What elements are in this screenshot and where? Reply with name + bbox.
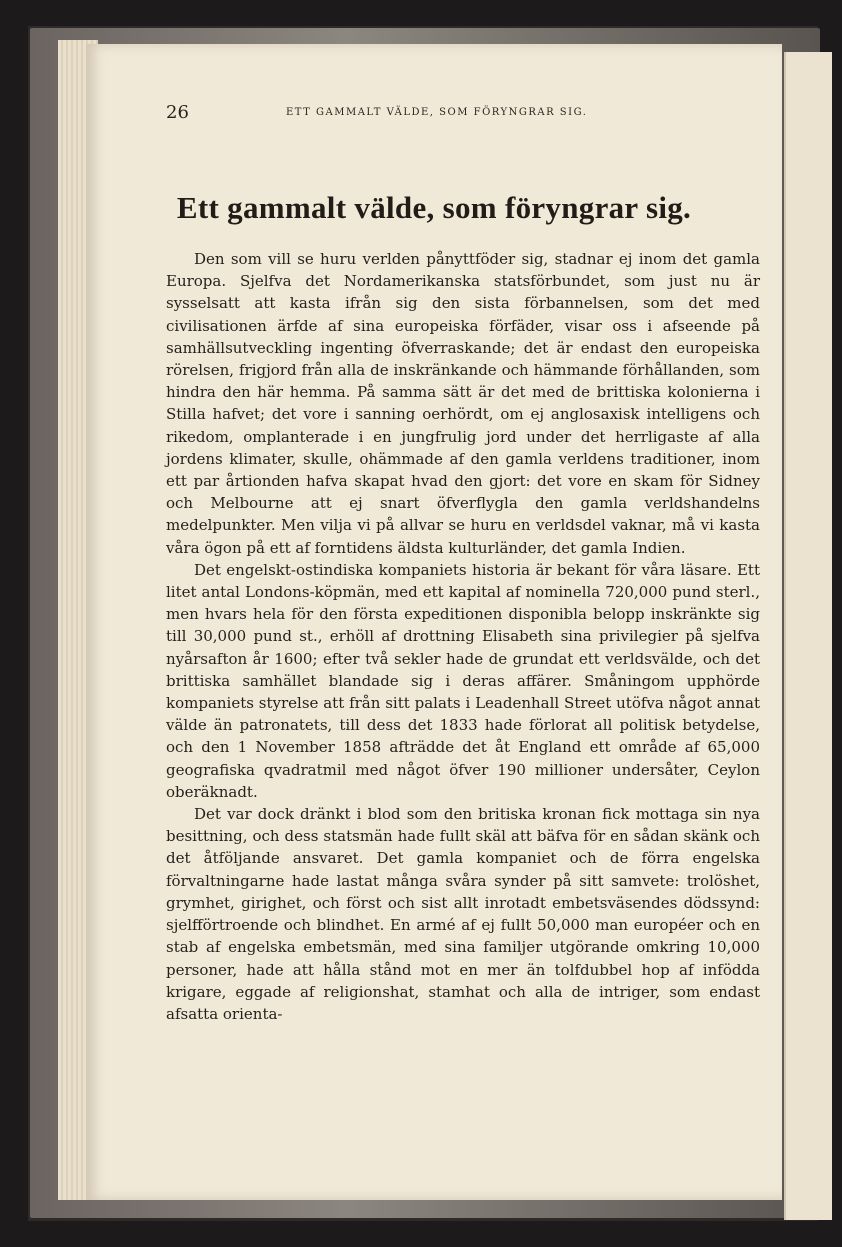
paragraph: Det var dock dränkt i blod som den britiska kronan fick mottaga sin nya besittning, och dess statsmän hade fullt skäl att bäfva för en sådan skänk och det åtföljande ansvaret. Det gamla kompaniet och de förra engelska förvaltningarne hade lastat många svåra synder på sitt samvete: trolöshet, grymhet, girighet, och först och sist allt inrotadt embetsväsendes dödssynd: sjelfförtroende och blindhet. En armé af ej fullt 50,000 man européer och en stab af engelska embetsmän, med sina familjer utgörande omkring 10,000 personer, hade att hålla stånd mot en mer än tolfdubbel hop af infödda krigare, eggade af religionshat, stamhat och alla de intriger, som endast afsatta orienta- bbox=[166, 805, 760, 1023]
paragraph: Det engelskt-ostindiska kompaniets historia är bekant för våra läsare. Ett litet antal Londons-köpmän, med ett kapital af nominella 720,000 pund sterl., men hvars hela för den första expeditionen disponibla belopp inskränkte sig till 30,000 pund st., erhöll af drottning Elisabeth sina privilegier på sjelfva nyårsafton år 1600; efter två sekler hade de grundat ett verldsvälde, och det brittiska samhället blandade sig i deras affärer. Småningom upphörde kompaniets styrelse att från sitt palats i Leadenhall Street utöfva något annat välde än patronatets, till dess det 1833 hade förlorat all politisk betydelse, och den 1 November 1858 afträdde det åt England ett område af 65,000 geografiska qvadratmil med något öfver 190 millioner undersåter, Ceylon oberäknadt. bbox=[166, 560, 760, 801]
paragraph: Den som vill se huru verlden pånyttföder sig, stadnar ej inom det gamla Europa. Sjelfva det Nordamerikanska statsförbundet, som just nu är sysselsatt att kasta ifrån sig den sista förbannelsen, som det med civilisationen ärfde af sina europeiska förfäder, visar oss i afseende på samhällsutveckling ingenting öfverraskande; det är endast den europeiska rörelsen, frigjord från alla de inskränkande och hämmande förhållanden, som hindra den här hemma. På samma sätt är det med de brittiska kolonierna i Stilla hafvet; det vore i sanning oerhördt, om ej anglosaxisk intelligens och rikedom, omplanterade i en jungfrulig jord under det herrligaste af alla jordens klimater, skulle, ohämmade af den gamla verldens traditioner, inom ett par årtionden hafva skapat hvad den gjort: det vore en skam för Sidney och Melbourne att ej snart öfverflygla den gamla verldshandelns medelpunkter. Men vilja vi på allvar se huru en verldsdel vaknar, må vi kasta våra ögon på ett af forntidens äldsta kulturländer, det gamla Indien. bbox=[166, 250, 760, 557]
body-text bbox=[166, 248, 760, 1025]
chapter-title: Ett gammalt välde, som föryngrar sig. bbox=[176, 190, 692, 225]
page-number: 26 bbox=[166, 102, 189, 123]
page-header bbox=[166, 102, 766, 126]
running-head: ETT GAMMALT VÄLDE, SOM FÖRYNGRAR SIG. bbox=[286, 107, 588, 118]
facing-page-edge bbox=[784, 52, 832, 1220]
book-page bbox=[86, 44, 782, 1200]
